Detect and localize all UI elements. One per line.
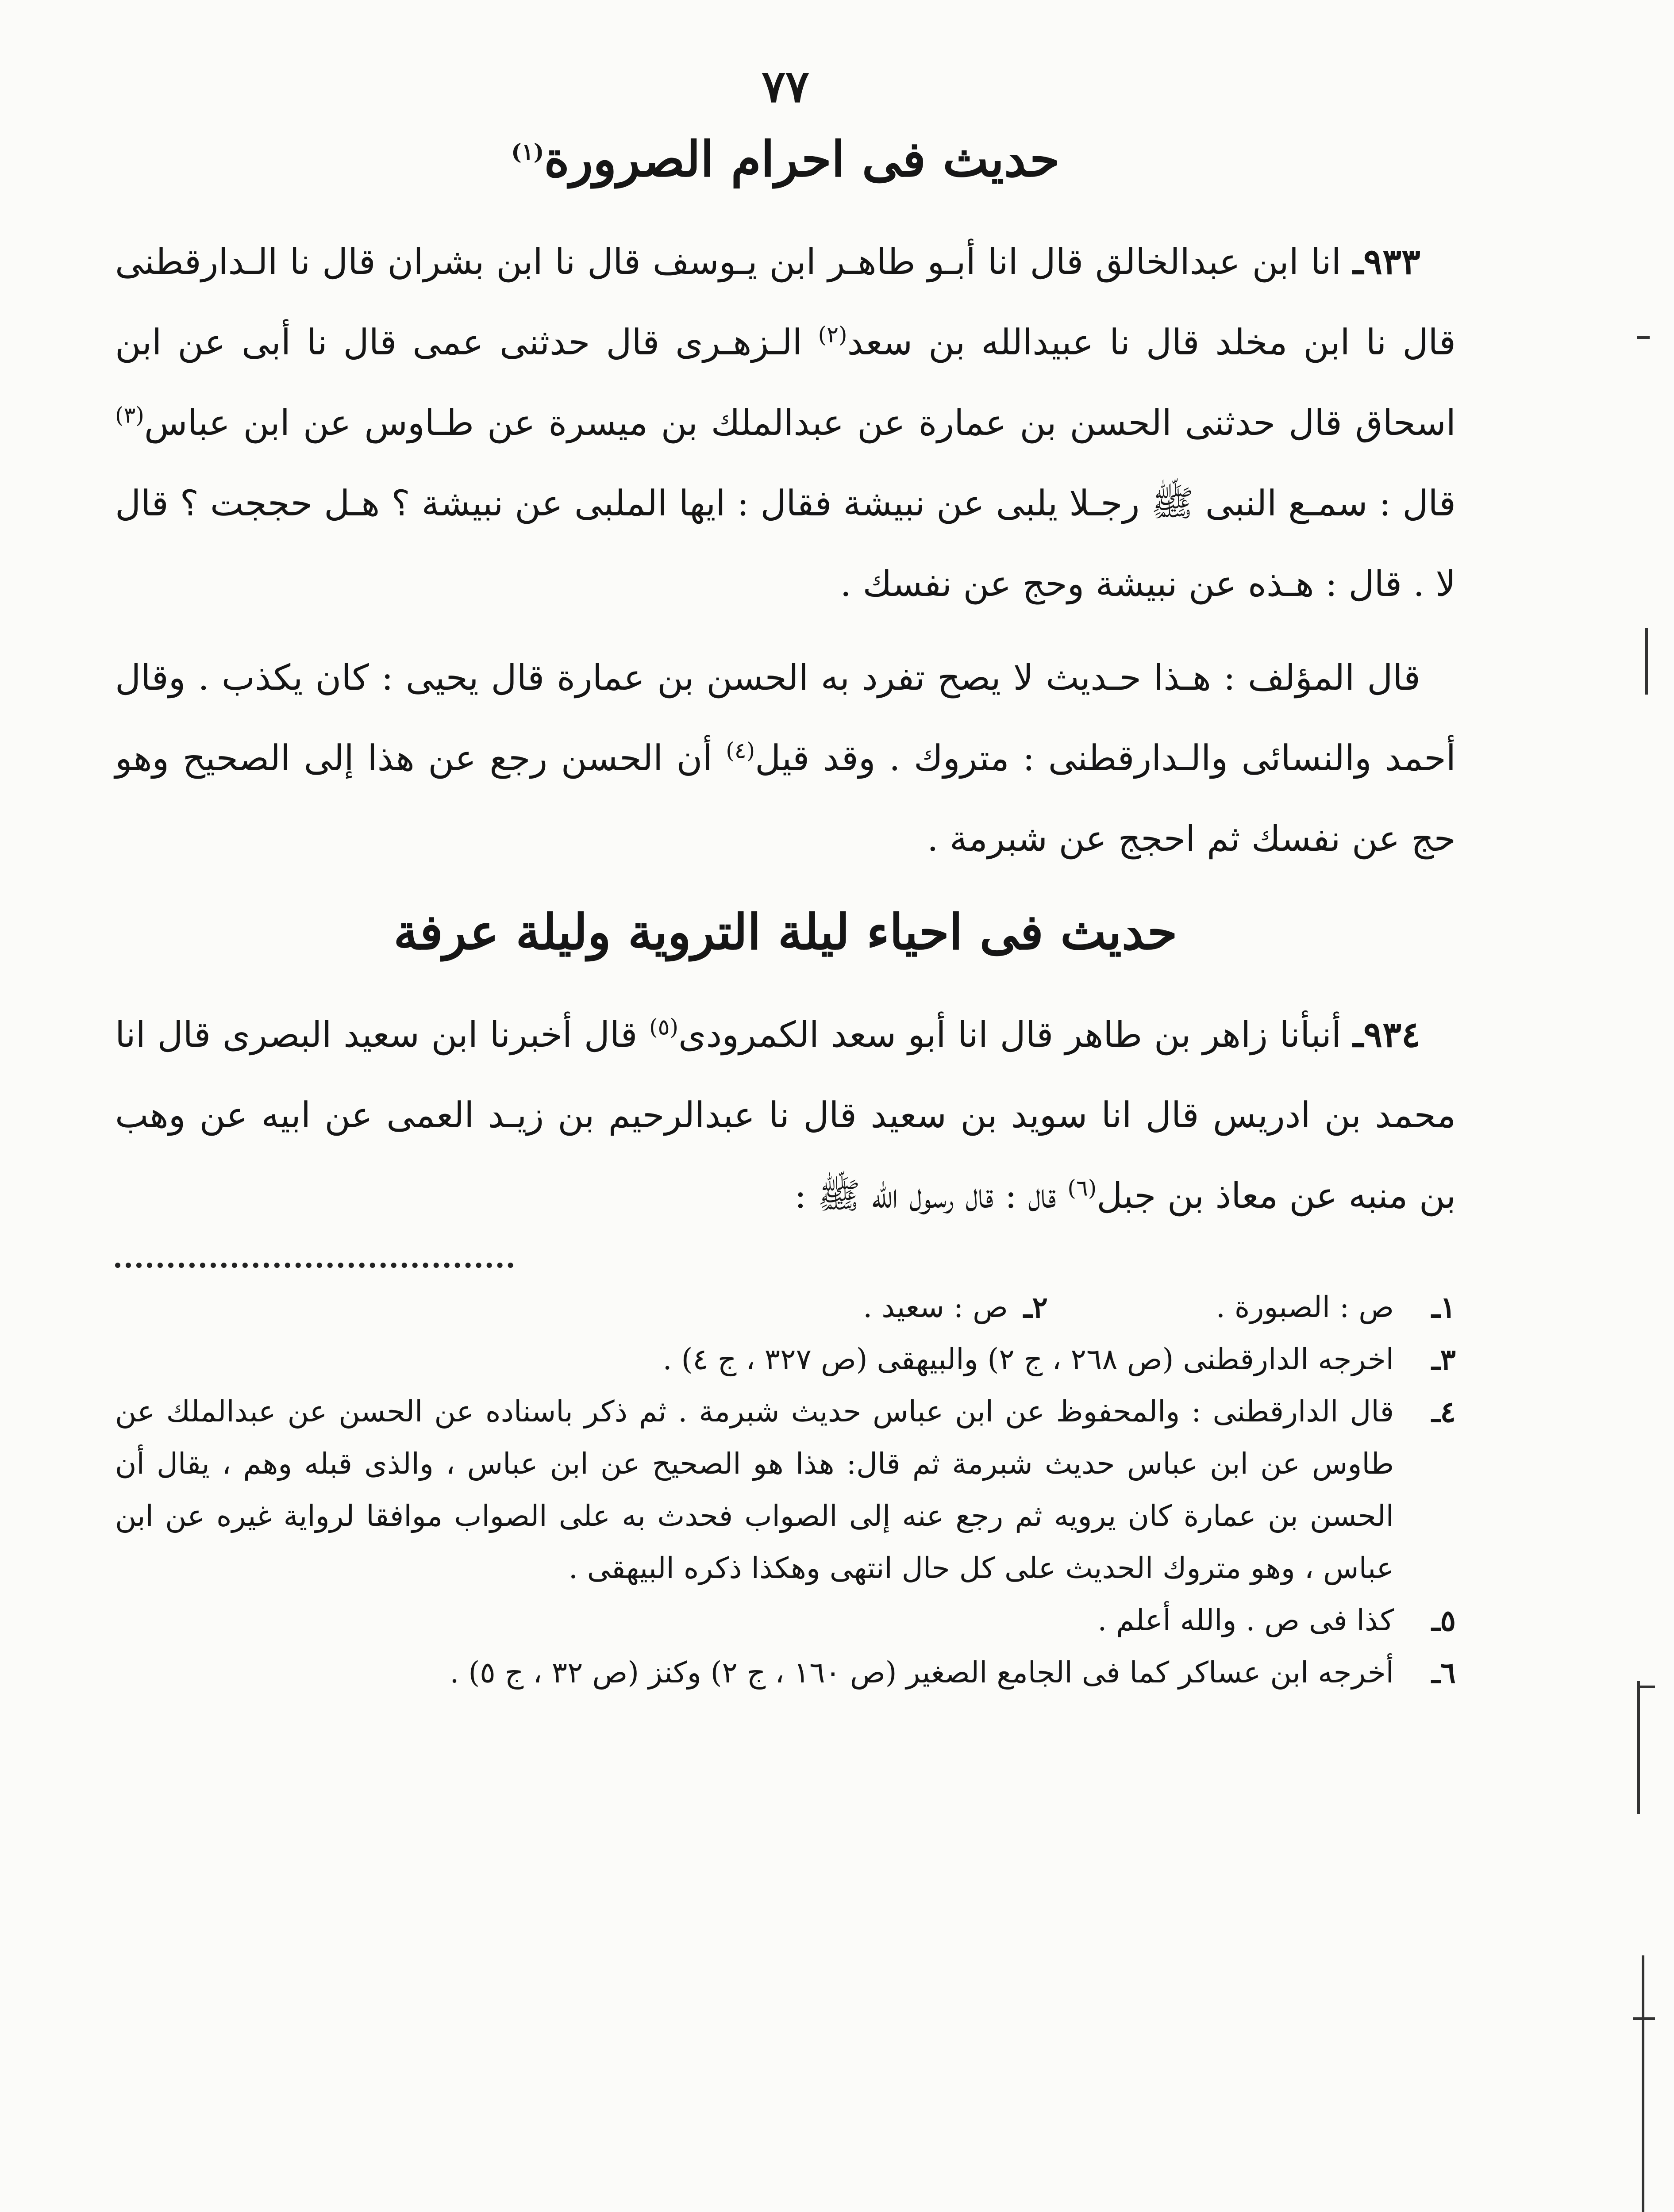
footnote-number: ٢ـ [1024,1290,1048,1325]
scan-edge-mark [1645,628,1648,695]
heading-1-ref: (١) [511,138,544,165]
hadith-934-text-b: قال أخبرنا ابن سعيد البصرى قال انا محمد بن ادريس قال انا سويد بن سعيد قال نا عبدالرحيم بن زيـد العمى عن ابيه عن وهب بن منبه عن معاذ بن جبل [115,1014,1456,1216]
comment-ref: (٤) [726,737,755,764]
hadith-933-ref-a: (٢) [818,322,847,348]
footnote-4 [115,1386,1456,1594]
footnote-number: ٦ـ [1432,1655,1456,1690]
footnote-6 [115,1647,1456,1699]
footnote-text: ص : الصبورة . [1216,1290,1394,1324]
footnote-row-1-2 [115,1281,1456,1333]
scan-edge-mark [1637,1686,1655,1688]
hadith-933-ref-b: (٣) [115,402,144,428]
page-number: ٧٧ [762,60,809,112]
heading-1-text: حديث فى احرام الصرورة [544,131,1060,188]
comment-text-b: أن الحسن رجع عن هذا إلى الصحيح وهو حج عن نفسك ثم احجج عن شبرمة . [115,737,1456,859]
hadith-933-text-a: انا ابن عبدالخالق قال انا أبـو طاهـر ابن يـوسف قال نا ابن بشران قال نا الـدارقطنى قال نا ابن مخلد قال نا عبيدالله بن سعد [115,241,1456,363]
footnote-text: أخرجه ابن عساكر كما فى الجامع الصغير (ص ١٦٠ ، ج ٢) وكنز (ص ٣٢ ، ج ٥) . [450,1655,1394,1690]
footnote-1 [1216,1281,1456,1333]
footnote-number: ٤ـ [1432,1394,1456,1429]
footnote-text: كذا فى ص . والله أعلم . [1097,1603,1394,1637]
document-page [115,58,1456,1699]
footnote-separator [115,1263,513,1268]
scan-edge-mark [1637,336,1650,339]
hadith-933-text-b: الـزهـرى قال حدثنى عمى قال نا أبى عن ابن اسحاق قال حدثنى الحسن بن عمارة عن عبدالملك بن ميسرة عن طـاوس عن ابن عباس [115,322,1456,443]
hadith-934-number: ٩٣٤ـ [1353,1014,1421,1055]
footnote-3 [115,1333,1456,1386]
comment-text-a: قال المؤلف : هـذا حـديث لا يصح تفرد به الحسن بن عمارة قال يحيى : كان يكذب . وقال أحمد والنسائى والـدارقطنى : متروك . وقد قيل [115,657,1456,779]
hadith-934-text-c: قال : قال رسول الله ﷺ : [794,1175,1068,1216]
scan-edge-mark [1642,1955,1644,2212]
footnote-5 [115,1594,1456,1647]
footnotes [115,1281,1456,1699]
footnote-text: قال الدارقطنى : والمحفوظ عن ابن عباس حديث شبرمة . ثم ذكر باسناده عن الحسن عن عبدالملك عن طاوس عن ابن عباس حديث شبرمة ثم قال: هذا هو الصحيح عن ابن عباس ، والذى قبله وهم ، يقال أن الحسن بن عمارة كان يرويه ثم رجع عنه إلى الصواب فحدث به على الصواب موافقا لرواية غيره عن ابن عباس ، وهو متروك الحديث على كل حال انتهى وهكذا ذكره البيهقى . [115,1394,1394,1585]
footnote-number: ١ـ [1432,1290,1456,1325]
scan-edge-mark [1633,2017,1655,2020]
footnote-text: ص : سعيد . [863,1290,1008,1324]
footnote-number: ٣ـ [1432,1342,1456,1377]
footnote-2 [863,1281,1048,1333]
footnote-text: اخرجه الدارقطنى (ص ٢٦٨ ، ج ٢) والبيهقى (ص ٣٢٧ ، ج ٤) . [662,1342,1394,1376]
footnote-number: ٥ـ [1432,1603,1456,1638]
hadith-934 [115,994,1456,1236]
section-heading-2: حديث فى احياء ليلة التروية وليلة عرفة [393,903,1178,960]
hadith-934-text-a: أنبأنا زاهر بن طاهر قال انا أبو سعد الكمرودى [678,1014,1342,1055]
author-comment [115,637,1456,879]
scan-edge-mark [1637,1681,1640,1814]
hadith-933-text-c: قال : سمـع النبى ﷺ رجـلا يلبى عن نبيشة فقال : ايها الملبى عن نبيشة ؟ هـل حججت ؟ قال لا . قال : هـذه عن نبيشة وحج عن نفسك . [115,483,1456,604]
section-heading-1 [115,119,1456,199]
hadith-934-ref-b: (٦) [1067,1175,1097,1201]
hadith-933-number: ٩٣٣ـ [1353,241,1420,282]
hadith-934-ref-a: (٥) [649,1014,678,1040]
hadith-933 [115,221,1456,624]
